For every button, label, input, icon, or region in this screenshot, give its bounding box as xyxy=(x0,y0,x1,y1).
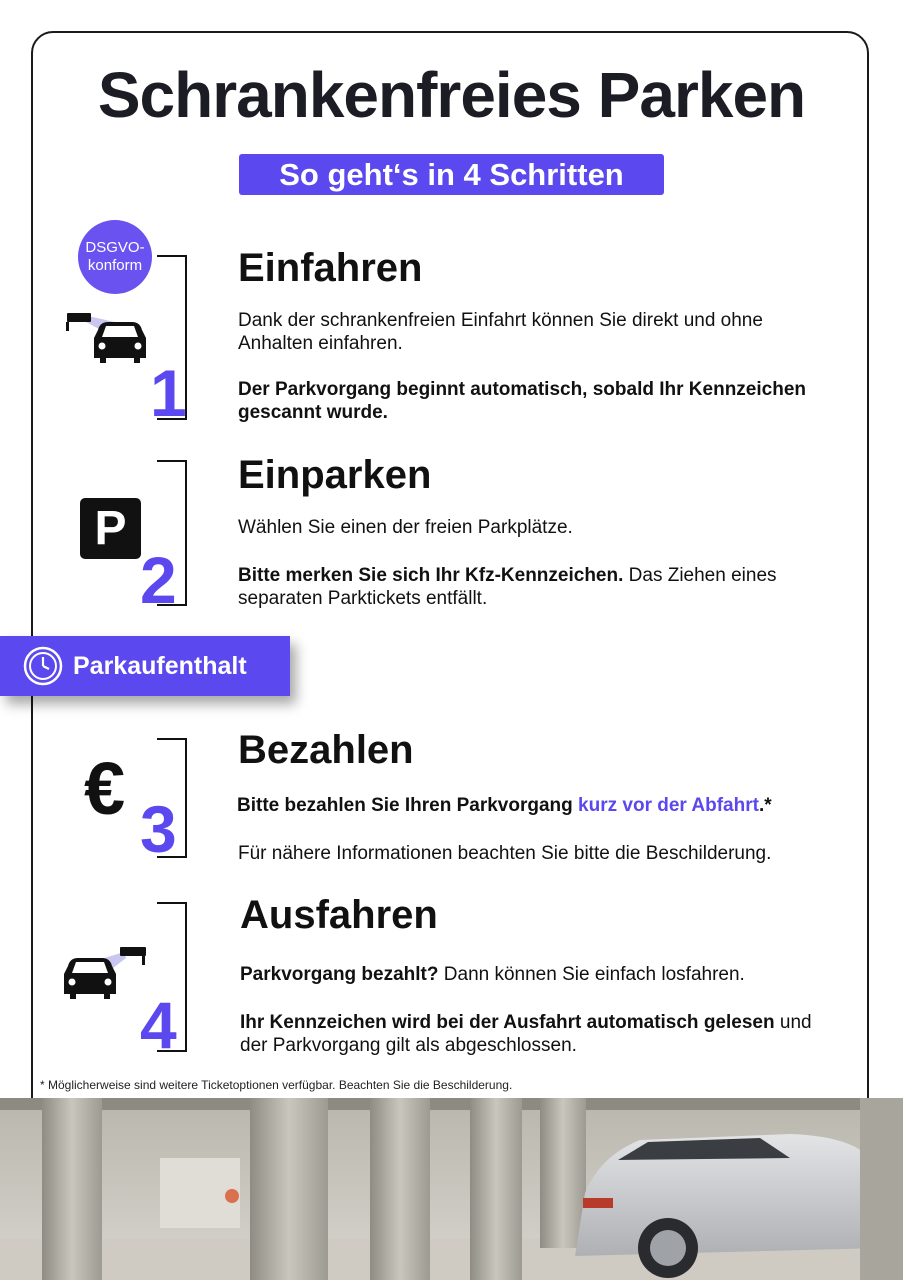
step-3-text xyxy=(237,794,857,817)
step-3-accent-text: kurz vor der Abfahrt xyxy=(578,795,759,816)
parking-p-icon xyxy=(80,498,141,559)
step-3-bold-text: Bitte bezahlen Sie Ihren Parkvorgang xyxy=(237,795,579,816)
step-3-end-text: .* xyxy=(758,795,772,816)
garage-photo xyxy=(0,1098,903,1280)
step-1-heading: Einfahren xyxy=(238,246,423,290)
euro-icon: € xyxy=(84,747,126,830)
step-2-text: Wählen Sie einen der freien Parkplätze. xyxy=(238,517,573,538)
parkaufenthalt-banner xyxy=(0,636,290,696)
step-1-bold-text: Der Parkvorgang beginnt automatisch, sobald Ihr Kennzeichen gescannt wurde. xyxy=(238,379,806,423)
step-1-text: Dank der schrankenfreien Einfahrt können Sie direkt und ohne Anhalten einfahren. xyxy=(238,310,763,354)
step-4-text xyxy=(240,963,840,986)
step-2-bold-text: Bitte merken Sie sich Ihr Kfz-Kennzeichen. xyxy=(238,565,624,586)
step-4-rest-text: Dann können Sie einfach losfahren. xyxy=(438,964,745,985)
step-4-bold-text: Parkvorgang bezahlt? xyxy=(240,964,439,985)
subtitle-banner: So geht‘s in 4 Schritten xyxy=(239,154,664,195)
step-4-rest-text-2: und der Parkvorgang gilt als abgeschlossen. xyxy=(240,1012,812,1056)
footnote: * Möglicherweise sind weitere Ticketoptionen verfügbar. Beachten Sie die Beschilderung. xyxy=(40,1078,513,1092)
step-3-number: 3 xyxy=(140,792,177,866)
step-2-text-2 xyxy=(238,564,828,610)
page-title: Schrankenfreies Parken xyxy=(97,59,806,131)
step-2-heading: Einparken xyxy=(238,453,432,497)
step-4-number: 4 xyxy=(140,988,177,1062)
step-2-number: 2 xyxy=(140,543,177,617)
badge-line-1: DSGVO- xyxy=(85,239,145,256)
step-2-rest-text: Das Ziehen eines separaten Parktickets entfällt. xyxy=(238,565,777,609)
step-3-heading: Bezahlen xyxy=(238,728,414,772)
parkaufenthalt-label: Parkaufenthalt xyxy=(73,651,247,680)
step-4-bold-text-2: Ihr Kennzeichen wird bei der Ausfahrt automatisch gelesen xyxy=(240,1012,775,1033)
camera-car-entry-icon xyxy=(64,310,152,366)
step-4-heading: Ausfahren xyxy=(240,893,438,937)
camera-car-exit-icon xyxy=(64,944,152,1000)
badge-line-2: konform xyxy=(87,257,143,274)
clock-icon xyxy=(23,646,63,686)
garage-illustration xyxy=(0,1098,903,1280)
parking-p-letter: P xyxy=(94,502,127,555)
step-1-number: 1 xyxy=(150,356,187,430)
step-4-text-2 xyxy=(240,1011,840,1057)
step-3-text-2: Für nähere Informationen beachten Sie bitte die Beschilderung. xyxy=(238,843,772,864)
dsgvo-badge xyxy=(78,220,152,294)
